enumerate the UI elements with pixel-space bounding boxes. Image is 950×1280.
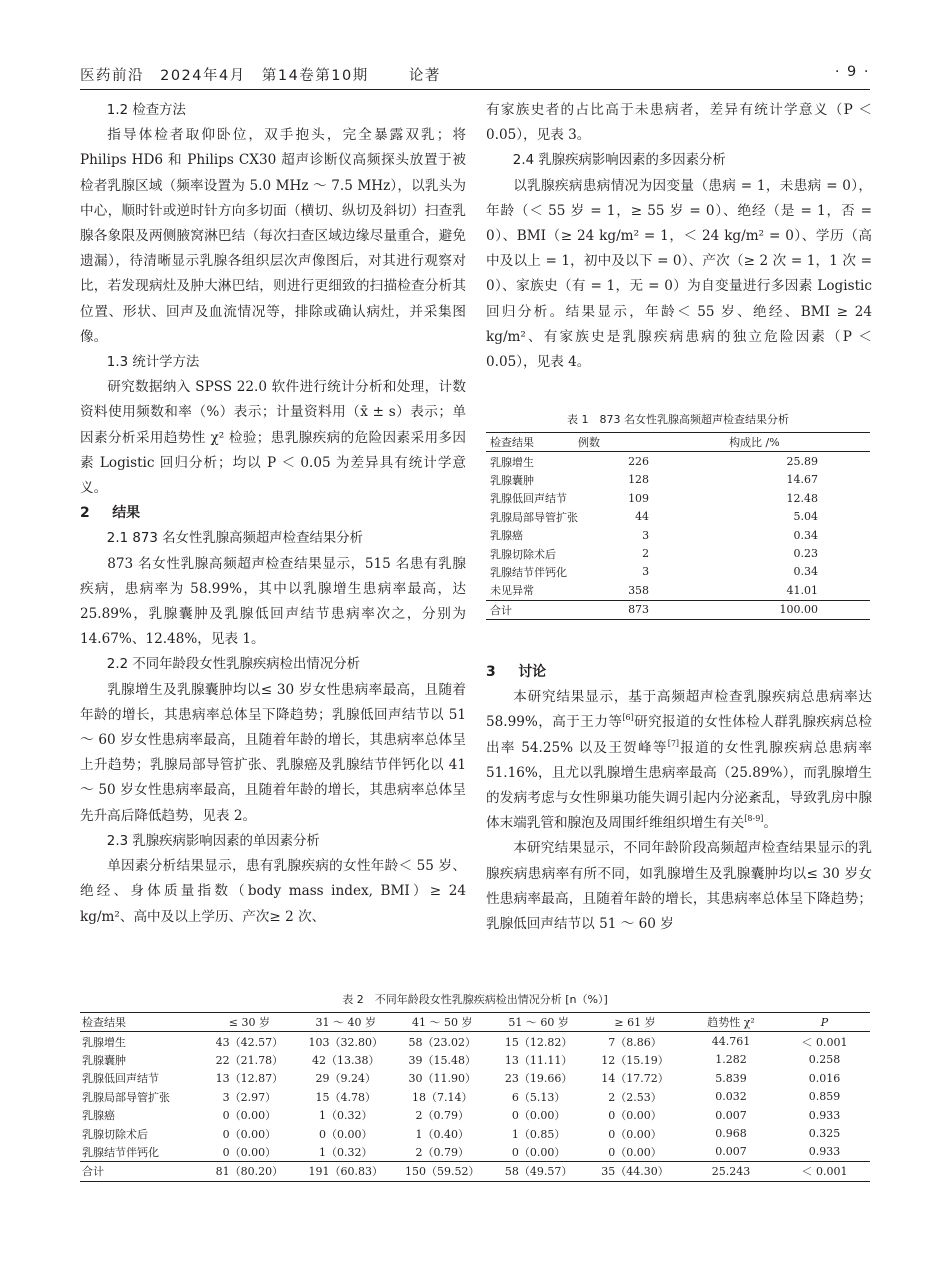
table-cell: 0（0.00） xyxy=(222,1127,277,1141)
table-row xyxy=(486,563,870,581)
table-cell: 29（9.24） xyxy=(315,1072,377,1086)
table-cell: 0.933 xyxy=(808,1145,841,1159)
table-row xyxy=(80,1106,870,1124)
table-cell: 合计 xyxy=(82,1165,104,1179)
table-cell: 未见异常 xyxy=(490,584,534,598)
table-cell: 42（13.38） xyxy=(312,1053,380,1067)
table-cell: 13（12.87） xyxy=(215,1072,284,1086)
volume-issue: 第14卷第10期 xyxy=(261,68,369,84)
table-1-header-cell: 构成比 /% xyxy=(729,436,780,450)
section-1-2-paragraph: 指导体检者取仰卧位，双手抱头，完全暴露双乳；将 Philips HD6 和 Philips CX30 超声诊断仪高频探头放置于被检者乳腺区域（频率设置为 5.0 MHz ～ 7.5 MHz），以乳头为中心，顺时针或逆时针方向多切面（横切、纵切及斜切）扫查乳腺各象限及两侧腋窝淋巴结（每次扫查区域边缘尽量重合，避免遗漏），待清晰显示乳腺各组织层次声像图后，对其进行观察对比，若发现病灶及肿大淋巴结，则进行更细致的扫描检查分析其位置、形状、回声及血流情况等，排除或确认病灶，并采集图像。 xyxy=(80,127,466,345)
section-2-2-paragraph: 乳腺增生及乳腺囊肿均以≤ 30 岁女性患病率最高，且随着年龄的增长，其患病率总体呈下降趋势；乳腺低回声结节以 51 ～ 60 岁女性患病率最高，且随着年龄的增长，其患病率总体呈上升趋势；乳腺局部导管扩张、乳腺癌及乳腺结节伴钙化以 41 ～ 50 岁女性患病率最高，且随着年龄的增长，其患病率总体呈先升高后降低趋势，见表 2。 xyxy=(80,681,466,824)
text-run: 。 xyxy=(763,815,777,832)
table-cell: 873 xyxy=(628,603,650,617)
section-3-number: 3 xyxy=(486,664,496,680)
table-cell: 0.859 xyxy=(808,1090,841,1104)
table-cell: 0.007 xyxy=(715,1108,747,1122)
table-row xyxy=(486,489,870,507)
section-1-3-paragraph: 研究数据纳入 SPSS 22.0 软件进行统计分析和处理，计数资料使用频数和率（%）表示；计量资料用（x̄ ± s）表示；单因素分析采用趋势性 χ² 检验；患乳腺疾病的危险因素采用多因素 Logistic 回归分析；均以 P ＜ 0.05 为差异具有统计学意义。 xyxy=(80,379,466,497)
table-2-header-cell: 31 ～ 40 岁 xyxy=(315,1016,377,1030)
table-cell: 103（32.80） xyxy=(308,1035,384,1049)
section-2-1-title: 2.1 873 名女性乳腺高频超声检查结果分析 xyxy=(106,531,364,547)
table-cell: 0（0.00） xyxy=(222,1145,277,1159)
table-cell: 0（0.00） xyxy=(319,1127,373,1141)
table-cell: ＜ 0.001 xyxy=(801,1165,848,1179)
table-cell: 5.839 xyxy=(715,1071,747,1085)
table-2-total-row xyxy=(80,1162,870,1181)
table-cell: 15（4.78） xyxy=(315,1090,377,1104)
table-cell: 乳腺增生 xyxy=(82,1035,126,1049)
table-2-header-cell: ≥ 61 岁 xyxy=(614,1016,656,1030)
table-cell: 3 xyxy=(642,528,650,542)
table-cell: 30（11.90） xyxy=(408,1072,477,1086)
table-cell: 0（0.00） xyxy=(608,1127,662,1141)
section-2-heading xyxy=(80,501,466,526)
section-3-heading xyxy=(486,660,872,685)
table-2-header-cell: P xyxy=(820,1015,829,1029)
section-2-2-title: 2.2 不同年龄段女性乳腺疾病检出情况分析 xyxy=(106,657,360,673)
table-cell: 58（49.57） xyxy=(504,1165,573,1179)
table-cell: 5.04 xyxy=(793,510,818,524)
table-cell: 43（42.57） xyxy=(215,1035,284,1049)
left-column xyxy=(80,98,466,930)
table-cell: 23（19.66） xyxy=(504,1072,573,1086)
table-cell: 乳腺癌 xyxy=(82,1109,115,1123)
section-1-3-title: 1.3 统计学方法 xyxy=(106,355,200,371)
table-cell: 乳腺囊肿 xyxy=(490,473,534,487)
table-1-grid xyxy=(486,432,870,620)
table-1-header-row xyxy=(486,433,870,452)
section-2-1-paragraph: 873 名女性乳腺高频超声检查结果显示，515 名患有乳腺疾病，患病率为 58.99%，其中以乳腺增生患病率最高，达 25.89%，乳腺囊肿及乳腺低回声结节患病率次之，分别为 14.67%、12.48%，见表 1。 xyxy=(80,555,466,648)
table-cell: 15（12.82） xyxy=(504,1035,573,1049)
table-cell: 乳腺囊肿 xyxy=(82,1053,126,1067)
table-cell: 109 xyxy=(628,491,650,505)
table-cell: 乳腺增生 xyxy=(490,455,534,469)
header-left xyxy=(80,64,451,85)
section-3-paragraph-2: 本研究结果显示，不同年龄阶段高频超声检查结果显示的乳腺疾病患病率有所不同，如乳腺增生及乳腺囊肿均以≤ 30 岁女性患病率最高，且随着年龄的增长，其患病率总体呈下降趋势；乳腺低回声结节以 51 ～ 60 岁 xyxy=(486,840,872,933)
running-header xyxy=(80,64,870,86)
table-cell: 3 xyxy=(642,565,650,579)
issue-date: 2024年4月 xyxy=(160,68,246,84)
table-cell: ＜ 0.001 xyxy=(801,1035,848,1049)
text-run: 本研究结果显示，基于高频超声检查乳腺疾病总患病率达 58.99%，高于王力等 xyxy=(486,689,872,731)
table-row xyxy=(80,1032,870,1051)
table-cell: 12（15.19） xyxy=(601,1053,669,1067)
table-cell: 1.282 xyxy=(715,1053,747,1067)
text-run: 研究报道的女性体检人群乳腺疾病总检出率 54.25% 以及王贺峰等 xyxy=(486,714,872,756)
table-cell: 39（15.48） xyxy=(408,1053,477,1067)
table-row xyxy=(486,581,870,600)
table-cell: 乳腺切除术后 xyxy=(82,1127,148,1141)
section-3-paragraph-1 xyxy=(486,685,872,836)
table-cell: 乳腺低回声结节 xyxy=(490,492,567,506)
table-cell: 25.89 xyxy=(786,455,818,469)
section-2-3-title: 2.3 乳腺疾病影响因素的单因素分析 xyxy=(106,833,320,849)
table-cell: 0（0.00） xyxy=(608,1109,662,1123)
table-row xyxy=(80,1069,870,1087)
table-2-header-cell: ≤ 30 岁 xyxy=(228,1016,271,1030)
table-cell: 0（0.00） xyxy=(511,1109,566,1123)
citation-ref: [6] xyxy=(622,713,634,723)
table-cell: 0（0.00） xyxy=(608,1145,662,1159)
table-1 xyxy=(486,412,870,620)
table-cell: 0（0.00） xyxy=(511,1145,566,1159)
table-cell: 13（11.11） xyxy=(504,1053,573,1067)
citation-ref: [7] xyxy=(667,738,680,748)
table-cell: 乳腺结节伴钙化 xyxy=(490,565,567,579)
table-cell: 0.032 xyxy=(715,1090,747,1104)
table-cell: 25.243 xyxy=(711,1164,751,1178)
table-2-caption: 表 2 不同年龄段女性乳腺疾病检出情况分析 [n（%）] xyxy=(342,993,608,1006)
table-cell: 100.00 xyxy=(779,603,818,617)
table-1-total-row xyxy=(486,600,870,619)
table-cell: 44.761 xyxy=(711,1035,751,1049)
table-row xyxy=(486,508,870,526)
table-2-header-row xyxy=(80,1013,870,1032)
table-cell: 乳腺低回声结节 xyxy=(82,1072,159,1086)
table-cell: 乳腺结节伴钙化 xyxy=(82,1145,159,1159)
table-cell: 2 xyxy=(642,547,650,561)
table-cell: 0（0.00） xyxy=(222,1109,277,1123)
table-2-header-cell: 检查结果 xyxy=(82,1016,126,1030)
table-cell: 58（23.02） xyxy=(408,1035,477,1049)
table-row xyxy=(486,544,870,562)
table-cell: 1（0.32） xyxy=(319,1109,373,1123)
right-column-lower xyxy=(486,660,872,937)
table-cell: 14（17.72） xyxy=(601,1072,669,1086)
table-cell: 191（60.83） xyxy=(308,1165,384,1179)
section-label: 论著 xyxy=(408,68,441,84)
section-2-4-paragraph: 以乳腺疾病患病情况为因变量（患病 = 1，未患病 = 0），年龄（＜ 55 岁 = 1，≥ 55 岁 = 0）、绝经（是 = 1，否 = 0）、BMI（≥ 24 kg/m² = 1，＜ 24 kg/m² = 0）、学历（高中及以上 = 1，初中及以下 = 0）、产次（≥ 2 次 = 1，1 次 = 0）、家族史（有 = 1，无 = 0）为自变量进行多因素 Logistic 回归分析。结果显示，年龄＜ 55 岁、绝经、BMI ≥ 24 kg/m²、有家族史是乳腺疾病患病的独立危险因素（P ＜ 0.05），见表 4。 xyxy=(486,177,872,371)
table-row xyxy=(80,1143,870,1162)
table-cell: 226 xyxy=(628,455,650,469)
table-cell: 0.34 xyxy=(793,565,818,579)
table-cell: 0.016 xyxy=(808,1071,841,1085)
table-1-header-cell: 例数 xyxy=(578,436,600,450)
table-2-header-cell: 51 ～ 60 岁 xyxy=(508,1016,569,1030)
table-cell: 1（0.40） xyxy=(415,1127,470,1141)
table-cell: 18（7.14） xyxy=(412,1090,473,1104)
table-1-header-cell: 检查结果 xyxy=(490,436,534,450)
table-cell: 0.258 xyxy=(808,1053,841,1067)
table-cell: 14.67 xyxy=(786,473,818,487)
section-3-title: 讨论 xyxy=(518,664,547,680)
journal-name: 医药前沿 xyxy=(80,68,144,84)
table-cell: 2（0.79） xyxy=(415,1145,470,1159)
table-row xyxy=(80,1124,870,1142)
table-2-header-cell: 趋势性 χ² xyxy=(707,1016,755,1030)
citation-ref: [8-9] xyxy=(744,814,764,824)
table-cell: 2（2.53） xyxy=(608,1090,662,1104)
table-cell: 128 xyxy=(628,473,650,487)
table-cell: 合计 xyxy=(490,603,512,617)
table-cell: 0.968 xyxy=(715,1127,747,1141)
section-2-4-title: 2.4 乳腺疾病影响因素的多因素分析 xyxy=(512,153,726,169)
table-cell: 乳腺癌 xyxy=(490,529,523,543)
table-cell: 1（0.32） xyxy=(319,1145,373,1159)
table-row xyxy=(486,471,870,489)
section-2-3-paragraph-continued: 有家族史者的占比高于未患病者，差异有统计学意义（P ＜ 0.05），见表 3。 xyxy=(486,102,872,144)
table-cell: 41.01 xyxy=(786,583,818,597)
table-cell: 3（2.97） xyxy=(222,1090,277,1104)
header-rule xyxy=(80,89,870,90)
table-cell: 22（21.78） xyxy=(215,1053,284,1067)
table-cell: 0.34 xyxy=(793,528,818,542)
table-cell: 6（5.13） xyxy=(511,1090,566,1104)
table-cell: 1（0.85） xyxy=(511,1127,566,1141)
table-cell: 0.325 xyxy=(808,1127,841,1141)
section-2-title: 结果 xyxy=(112,505,141,522)
table-2 xyxy=(80,992,870,1182)
table-row xyxy=(486,526,870,544)
table-cell: 12.48 xyxy=(786,491,818,505)
table-cell: 0.933 xyxy=(808,1108,841,1122)
table-1-caption: 表 1 873 名女性乳腺高频超声检查结果分析 xyxy=(567,413,789,426)
table-cell: 2（0.79） xyxy=(415,1109,470,1123)
text-run: 报道的女性乳腺疾病总患病率 51.16%，且尤以乳腺增生患病率最高（25.89%），而乳腺增生的发病考虑与女性卵巢功能失调引起内分泌紊乱，导致乳房中腺体末端乳管和腺泡及周围纤维组织增生有关 xyxy=(486,739,873,832)
table-row xyxy=(486,452,870,471)
section-2-3-paragraph: 单因素分析结果显示，患有乳腺疾病的女性年龄＜ 55 岁、绝经、身体质量指数（body mass index, BMI）≥ 24 kg/m²、高中及以上学历、产次≥ 2 次、 xyxy=(80,858,466,925)
section-1-2-title: 1.2 检查方法 xyxy=(106,103,186,118)
table-cell: 35（44.30） xyxy=(601,1165,669,1179)
right-column-upper xyxy=(486,98,872,375)
table-cell: 乳腺局部导管扩张 xyxy=(82,1090,170,1104)
table-row xyxy=(80,1088,870,1106)
table-2-header-cell: 41 ～ 50 岁 xyxy=(412,1016,473,1030)
table-cell: 0.23 xyxy=(793,547,818,561)
table-row xyxy=(80,1051,870,1069)
section-2-number: 2 xyxy=(80,505,90,522)
table-cell: 0.007 xyxy=(715,1145,747,1159)
table-cell: 358 xyxy=(628,583,650,597)
table-cell: 44 xyxy=(635,510,650,524)
table-cell: 乳腺局部导管扩张 xyxy=(490,510,578,524)
table-cell: 81（80.20） xyxy=(215,1165,284,1179)
table-cell: 乳腺切除术后 xyxy=(490,547,556,561)
table-cell: 150（59.52） xyxy=(405,1165,480,1179)
table-cell: 7（8.86） xyxy=(608,1035,662,1049)
table-2-grid xyxy=(80,1012,870,1182)
page-number: · 9 · xyxy=(834,64,870,80)
